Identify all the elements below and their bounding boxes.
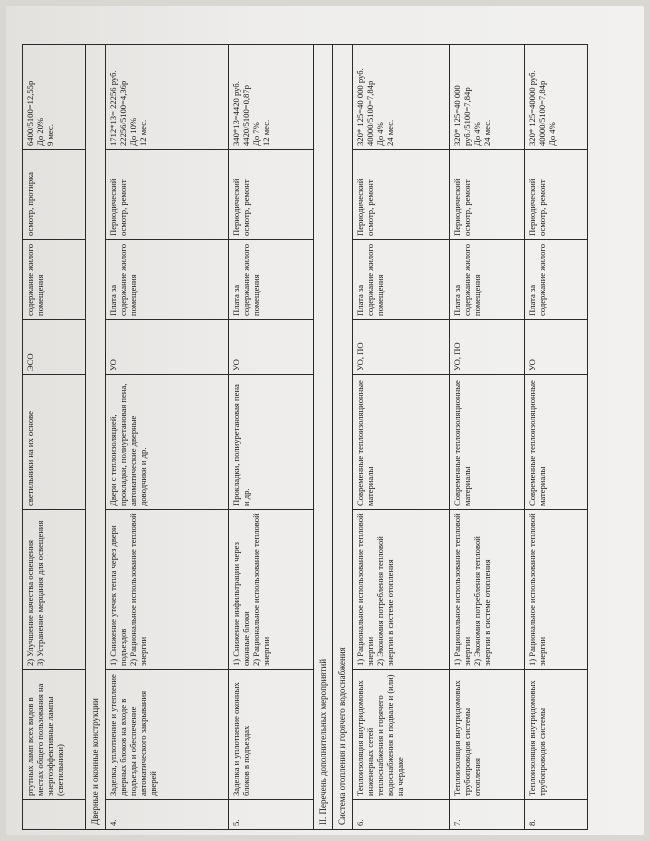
row-number: 7. xyxy=(449,800,524,830)
measures-table xyxy=(22,44,588,830)
measure-executor: УО, ПО xyxy=(352,320,449,375)
measure-executor: УО, ПО xyxy=(449,320,524,375)
measure-goal: 1) Рациональное использование тепловой энергии xyxy=(524,510,587,670)
rotated-sheet xyxy=(22,45,622,830)
measure-materials: Прокладки, полиуретановая пена и др. xyxy=(228,375,313,510)
measure-goal: 2) Улучшение качества освещения 3) Устранение мерцания для освещения xyxy=(23,510,86,670)
measure-maintenance: Периодический осмотр, ремонт xyxy=(228,150,313,240)
measure-executor: УО xyxy=(524,320,587,375)
measure-goal: 1) Рациональное использование тепловой энергии 2) Экономия потребления тепловой энергии в системе отопления xyxy=(449,510,524,670)
row-number: 5. xyxy=(228,800,313,830)
row-number: 6. xyxy=(352,800,449,830)
measure-name: Заделка, уплотнение и утепление дверных блоков на входе в подъезды и обеспечение автоматического закрывания дверей xyxy=(105,670,228,800)
table-row xyxy=(23,45,86,830)
row-number xyxy=(23,800,86,830)
measure-materials: светильники на их основе xyxy=(23,375,86,510)
measure-goal: 1) Снижение инфильтрации через оконные блоки 2) Рациональное использование тепловой энергии xyxy=(228,510,313,670)
section-heating: Система отопления и горячего водоснабжения xyxy=(333,45,353,830)
measure-maintenance: Периодический осмотр, ремонт xyxy=(449,150,524,240)
measure-source: Плата за содержание жилого помещения xyxy=(449,240,524,320)
measure-goal: 1) Снижение утечек тепла через двери подъездов 2) Рациональное использование тепловой энергии xyxy=(105,510,228,670)
measure-goal: 1) Рациональное использование тепловой энергии 2) Экономия потребления тепловой энергии в системе отопления xyxy=(352,510,449,670)
measure-maintenance: Периодический осмотр, ремонт xyxy=(524,150,587,240)
measure-cost: 320* 125=40 000 руб. 40000/5100=7,84р До 4% 24 мес. xyxy=(352,45,449,150)
measure-maintenance: осмотр, протирка xyxy=(23,150,86,240)
scanned-page xyxy=(6,6,644,835)
measure-name: Теплоизоляция внутридомовых трубопроводов системы xyxy=(524,670,587,800)
section-doors: Дверные и оконные конструкции xyxy=(86,45,106,830)
measure-source: Плата за содержание жилого помещения xyxy=(105,240,228,320)
table-row xyxy=(449,45,524,830)
measure-source: содержание жилого помещения xyxy=(23,240,86,320)
measure-source: Плата за содержание жилого помещения xyxy=(352,240,449,320)
measure-name: Заделка и уплотнение оконных блоков в подъездах xyxy=(228,670,313,800)
measure-maintenance: Периодический осмотр, ремонт xyxy=(352,150,449,240)
section-additional: II. Перечень дополнительных мероприятий xyxy=(313,45,333,830)
measure-executor: УО xyxy=(228,320,313,375)
measure-materials: Двери с теплоизоляцией, прокладки, полиуретановая пена, автоматические дверные доводчики и др. xyxy=(105,375,228,510)
section-row xyxy=(333,45,353,830)
measure-executor: УО xyxy=(105,320,228,375)
table-row xyxy=(524,45,587,830)
measure-source: Плата за содержание жилого xyxy=(524,240,587,320)
measure-cost: 320* 125=40000 руб. 40000/5100=7,84р До 4% xyxy=(524,45,587,150)
table-row xyxy=(352,45,449,830)
measure-executor: ЭСО xyxy=(23,320,86,375)
measure-cost: 320* 125=40 000 руб./5100=7,84р До 4% 24 мес. xyxy=(449,45,524,150)
measure-name: Теплоизоляция внутридомовых инженерных сетей теплоснабжения и горячего водоснабжения в подвале и (или) на чердаке xyxy=(352,670,449,800)
row-number: 4. xyxy=(105,800,228,830)
table-row xyxy=(105,45,228,830)
measure-materials: Современные теплоизоляционные материалы xyxy=(449,375,524,510)
table-row xyxy=(228,45,313,830)
measure-cost: 1712*13= 22256 руб. 22256/5100=4,36р До 10% 12 мес. xyxy=(105,45,228,150)
measure-name: ртутных ламп всех видов в местах общего пользования на энергоэффективные лампы (светильники) xyxy=(23,670,86,800)
measure-materials: Современные теплоизоляционные материалы xyxy=(352,375,449,510)
measure-cost: 340*13=4420 руб. 4420/5100=0,87р До 7% 12 мес. xyxy=(228,45,313,150)
measure-cost: 6400/5100=12,55р До 20% 9 мес. xyxy=(23,45,86,150)
section-row xyxy=(86,45,106,830)
measure-maintenance: Периодический осмотр, ремонт xyxy=(105,150,228,240)
section-row xyxy=(313,45,333,830)
measure-name: Теплоизоляция внутридомовых трубопроводов системы отопления xyxy=(449,670,524,800)
row-number: 8. xyxy=(524,800,587,830)
measure-source: Плата за содержание жилого помещения xyxy=(228,240,313,320)
measure-materials: Современные теплоизоляционные материалы xyxy=(524,375,587,510)
